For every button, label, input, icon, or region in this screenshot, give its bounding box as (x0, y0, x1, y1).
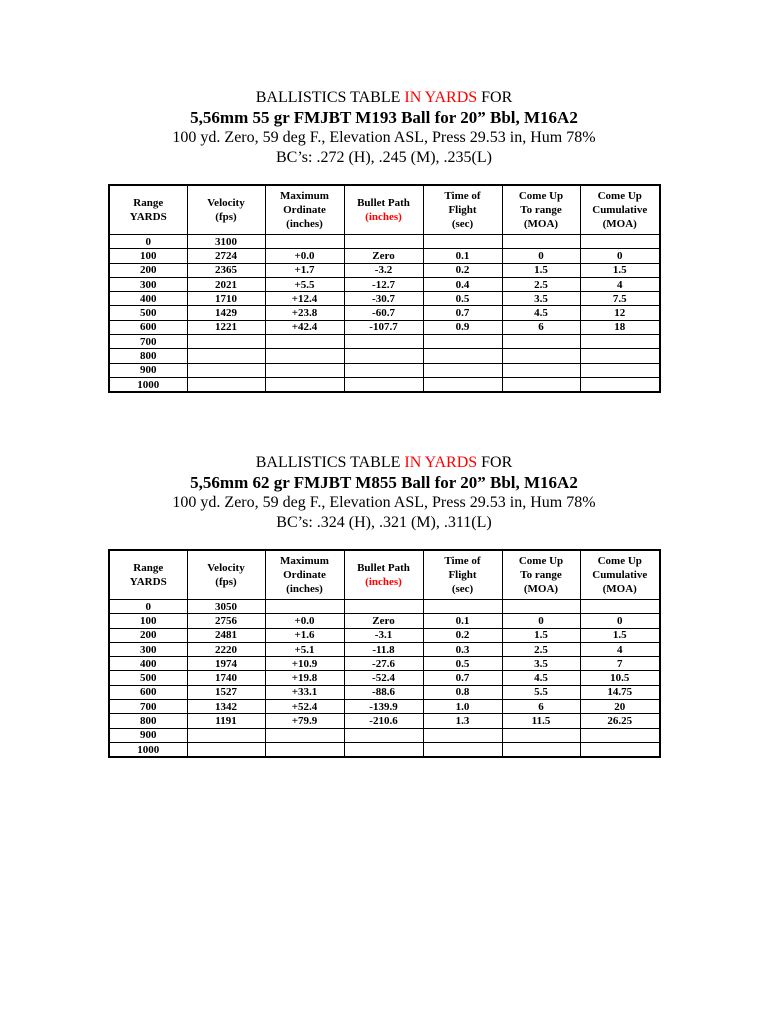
ballistics-section-m855 (0, 453, 768, 533)
cell-max-ordinate: +42.4 (265, 320, 344, 334)
cell-come-up-range: 2.5 (502, 642, 580, 656)
cell-bullet-path: -12.7 (344, 277, 423, 291)
cell-range: 600 (109, 685, 187, 699)
table-row (109, 614, 660, 628)
cell-max-ordinate: +1.7 (265, 263, 344, 277)
header-max-ordinate: Maximum Ordinate (inches) (265, 185, 344, 235)
cell-time-of-flight: 0.3 (423, 642, 502, 656)
cell-velocity: 2365 (187, 263, 265, 277)
cell-velocity: 1527 (187, 685, 265, 699)
cell-come-up-cumulative: 18 (580, 320, 660, 334)
cell-range: 300 (109, 277, 187, 291)
cell-range: 600 (109, 320, 187, 334)
header-velocity: Velocity (fps) (187, 185, 265, 235)
cell-bullet-path: -88.6 (344, 685, 423, 699)
cell-come-up-range: 1.5 (502, 263, 580, 277)
cell-come-up-range (502, 600, 580, 614)
table-bcs: BC’s: .272 (H), .245 (M), .235(L) (276, 149, 492, 166)
cell-bullet-path: -27.6 (344, 657, 423, 671)
table-conditions: 100 yd. Zero, 59 deg F., Elevation ASL, Press 29.53 in, Hum 78% (172, 494, 596, 511)
cell-range: 700 (109, 335, 187, 349)
cell-velocity: 1342 (187, 700, 265, 714)
cell-come-up-range (502, 377, 580, 392)
cell-time-of-flight: 0.2 (423, 263, 502, 277)
header-row (109, 550, 660, 600)
header-bullet-path: Bullet Path (inches) (344, 550, 423, 600)
table-bcs: BC’s: .324 (H), .321 (M), .311(L) (276, 514, 492, 531)
cell-time-of-flight (423, 600, 502, 614)
table-row (109, 714, 660, 728)
cell-velocity: 2756 (187, 614, 265, 628)
cell-range: 800 (109, 349, 187, 363)
cell-range: 200 (109, 263, 187, 277)
cell-come-up-range: 6 (502, 700, 580, 714)
table-row (109, 320, 660, 334)
cell-velocity (187, 728, 265, 742)
ballistics-section-m193 (0, 88, 768, 168)
cell-come-up-range: 0 (502, 614, 580, 628)
cell-velocity: 1740 (187, 671, 265, 685)
cell-range: 500 (109, 671, 187, 685)
cell-bullet-path: -30.7 (344, 292, 423, 306)
table-row (109, 249, 660, 263)
cell-range: 700 (109, 700, 187, 714)
header-max-ordinate: Maximum Ordinate (inches) (265, 550, 344, 600)
cell-come-up-range: 4.5 (502, 671, 580, 685)
cell-time-of-flight (423, 363, 502, 377)
cell-come-up-cumulative: 4 (580, 642, 660, 656)
cell-come-up-range (502, 335, 580, 349)
cell-come-up-range: 5.5 (502, 685, 580, 699)
cell-max-ordinate: +19.8 (265, 671, 344, 685)
cell-velocity (187, 349, 265, 363)
cell-come-up-cumulative: 12 (580, 306, 660, 320)
title-highlight: IN YARDS (404, 454, 478, 471)
cell-come-up-cumulative: 0 (580, 249, 660, 263)
cell-time-of-flight (423, 742, 502, 757)
table-row (109, 263, 660, 277)
cell-come-up-range (502, 235, 580, 249)
cell-come-up-range (502, 728, 580, 742)
cell-range: 100 (109, 614, 187, 628)
cell-max-ordinate: +1.6 (265, 628, 344, 642)
cell-time-of-flight (423, 377, 502, 392)
cell-come-up-cumulative (580, 600, 660, 614)
cell-velocity (187, 335, 265, 349)
cell-come-up-range (502, 742, 580, 757)
table-title: BALLISTICS TABLE IN YARDS FOR (255, 89, 513, 106)
cell-velocity (187, 363, 265, 377)
cell-velocity: 1974 (187, 657, 265, 671)
cell-time-of-flight (423, 335, 502, 349)
header-bullet-path: Bullet Path (inches) (344, 185, 423, 235)
table-row (109, 642, 660, 656)
header-time-of-flight: Time of Flight (sec) (423, 550, 502, 600)
cell-come-up-cumulative (580, 377, 660, 392)
cell-come-up-range: 1.5 (502, 628, 580, 642)
cell-velocity: 2021 (187, 277, 265, 291)
cell-max-ordinate (265, 349, 344, 363)
cell-bullet-path: -3.1 (344, 628, 423, 642)
cell-max-ordinate (265, 728, 344, 742)
cell-velocity: 2724 (187, 249, 265, 263)
cell-bullet-path: -60.7 (344, 306, 423, 320)
cell-range: 100 (109, 249, 187, 263)
table-row (109, 235, 660, 249)
cell-time-of-flight: 0.1 (423, 614, 502, 628)
table-row (109, 306, 660, 320)
cell-velocity: 3050 (187, 600, 265, 614)
cell-velocity: 2481 (187, 628, 265, 642)
cell-range: 900 (109, 728, 187, 742)
cell-range: 1000 (109, 742, 187, 757)
cell-time-of-flight: 0.4 (423, 277, 502, 291)
cell-come-up-cumulative: 14.75 (580, 685, 660, 699)
cell-max-ordinate (265, 335, 344, 349)
cell-range: 800 (109, 714, 187, 728)
table-subtitle: 5,56mm 55 gr FMJBT M193 Ball for 20” Bbl, M16A2 (190, 108, 578, 127)
header-time-of-flight: Time of Flight (sec) (423, 185, 502, 235)
cell-max-ordinate (265, 363, 344, 377)
cell-come-up-cumulative: 10.5 (580, 671, 660, 685)
cell-come-up-cumulative (580, 742, 660, 757)
cell-come-up-range: 3.5 (502, 292, 580, 306)
cell-bullet-path (344, 728, 423, 742)
cell-come-up-cumulative (580, 363, 660, 377)
cell-max-ordinate: +0.0 (265, 614, 344, 628)
cell-bullet-path: Zero (344, 249, 423, 263)
cell-max-ordinate: +23.8 (265, 306, 344, 320)
table-row (109, 671, 660, 685)
cell-range: 400 (109, 292, 187, 306)
cell-time-of-flight (423, 728, 502, 742)
cell-time-of-flight: 0.5 (423, 657, 502, 671)
table-row (109, 700, 660, 714)
cell-range: 0 (109, 235, 187, 249)
header-come-up-cumulative: Come Up Cumulative (MOA) (580, 185, 660, 235)
table-row (109, 685, 660, 699)
cell-range: 0 (109, 600, 187, 614)
cell-come-up-cumulative: 0 (580, 614, 660, 628)
cell-velocity (187, 742, 265, 757)
cell-time-of-flight: 0.8 (423, 685, 502, 699)
cell-max-ordinate: +33.1 (265, 685, 344, 699)
cell-time-of-flight: 0.1 (423, 249, 502, 263)
cell-come-up-cumulative: 7 (580, 657, 660, 671)
table-row (109, 628, 660, 642)
cell-max-ordinate: +0.0 (265, 249, 344, 263)
table-row (109, 335, 660, 349)
cell-bullet-path: -11.8 (344, 642, 423, 656)
cell-bullet-path (344, 742, 423, 757)
table-row (109, 277, 660, 291)
table-row (109, 363, 660, 377)
table-row (109, 292, 660, 306)
cell-come-up-range: 2.5 (502, 277, 580, 291)
cell-max-ordinate (265, 377, 344, 392)
cell-come-up-cumulative: 1.5 (580, 263, 660, 277)
cell-time-of-flight (423, 235, 502, 249)
cell-velocity: 1710 (187, 292, 265, 306)
cell-max-ordinate (265, 235, 344, 249)
cell-max-ordinate: +5.5 (265, 277, 344, 291)
table-row (109, 349, 660, 363)
cell-come-up-cumulative (580, 728, 660, 742)
cell-bullet-path (344, 600, 423, 614)
cell-time-of-flight: 0.2 (423, 628, 502, 642)
cell-bullet-path (344, 335, 423, 349)
cell-bullet-path (344, 363, 423, 377)
cell-range: 200 (109, 628, 187, 642)
cell-come-up-range: 11.5 (502, 714, 580, 728)
cell-time-of-flight: 0.9 (423, 320, 502, 334)
header-come-up-cumulative: Come Up Cumulative (MOA) (580, 550, 660, 600)
cell-velocity: 1429 (187, 306, 265, 320)
cell-time-of-flight: 1.3 (423, 714, 502, 728)
cell-come-up-range (502, 349, 580, 363)
title-highlight: IN YARDS (404, 89, 478, 106)
table-row (109, 377, 660, 392)
cell-velocity: 1221 (187, 320, 265, 334)
header-range: Range YARDS (109, 550, 187, 600)
header-range: Range YARDS (109, 185, 187, 235)
header-velocity: Velocity (fps) (187, 550, 265, 600)
cell-range: 500 (109, 306, 187, 320)
cell-bullet-path: -52.4 (344, 671, 423, 685)
cell-time-of-flight: 0.5 (423, 292, 502, 306)
table-conditions: 100 yd. Zero, 59 deg F., Elevation ASL, Press 29.53 in, Hum 78% (172, 129, 596, 146)
cell-bullet-path (344, 349, 423, 363)
cell-range: 400 (109, 657, 187, 671)
cell-come-up-cumulative: 4 (580, 277, 660, 291)
cell-come-up-cumulative (580, 335, 660, 349)
cell-bullet-path (344, 235, 423, 249)
cell-max-ordinate (265, 600, 344, 614)
header-row (109, 185, 660, 235)
ballistics-table-m193 (108, 184, 661, 393)
cell-velocity: 2220 (187, 642, 265, 656)
cell-come-up-range: 4.5 (502, 306, 580, 320)
cell-bullet-path: Zero (344, 614, 423, 628)
cell-come-up-cumulative: 20 (580, 700, 660, 714)
cell-velocity (187, 377, 265, 392)
cell-bullet-path: -107.7 (344, 320, 423, 334)
header-come-up-range: Come Up To range (MOA) (502, 550, 580, 600)
cell-come-up-range (502, 363, 580, 377)
cell-max-ordinate: +5.1 (265, 642, 344, 656)
table-row (109, 742, 660, 757)
cell-come-up-cumulative: 7.5 (580, 292, 660, 306)
cell-max-ordinate (265, 742, 344, 757)
cell-time-of-flight: 0.7 (423, 671, 502, 685)
cell-come-up-cumulative: 26.25 (580, 714, 660, 728)
cell-velocity: 3100 (187, 235, 265, 249)
cell-come-up-range: 6 (502, 320, 580, 334)
cell-time-of-flight (423, 349, 502, 363)
ballistics-table-m855 (108, 549, 661, 758)
cell-bullet-path: -210.6 (344, 714, 423, 728)
cell-come-up-cumulative (580, 235, 660, 249)
table-title: BALLISTICS TABLE IN YARDS FOR (255, 454, 513, 471)
table-row (109, 657, 660, 671)
cell-time-of-flight: 1.0 (423, 700, 502, 714)
table-row (109, 728, 660, 742)
cell-bullet-path (344, 377, 423, 392)
cell-time-of-flight: 0.7 (423, 306, 502, 320)
cell-range: 900 (109, 363, 187, 377)
cell-come-up-cumulative (580, 349, 660, 363)
cell-max-ordinate: +79.9 (265, 714, 344, 728)
cell-come-up-range: 0 (502, 249, 580, 263)
cell-max-ordinate: +12.4 (265, 292, 344, 306)
cell-velocity: 1191 (187, 714, 265, 728)
cell-come-up-cumulative: 1.5 (580, 628, 660, 642)
cell-max-ordinate: +52.4 (265, 700, 344, 714)
cell-bullet-path: -3.2 (344, 263, 423, 277)
cell-bullet-path: -139.9 (344, 700, 423, 714)
table-subtitle: 5,56mm 62 gr FMJBT M855 Ball for 20” Bbl, M16A2 (190, 473, 578, 492)
cell-range: 1000 (109, 377, 187, 392)
cell-max-ordinate: +10.9 (265, 657, 344, 671)
cell-come-up-range: 3.5 (502, 657, 580, 671)
cell-range: 300 (109, 642, 187, 656)
table-row (109, 600, 660, 614)
header-come-up-range: Come Up To range (MOA) (502, 185, 580, 235)
